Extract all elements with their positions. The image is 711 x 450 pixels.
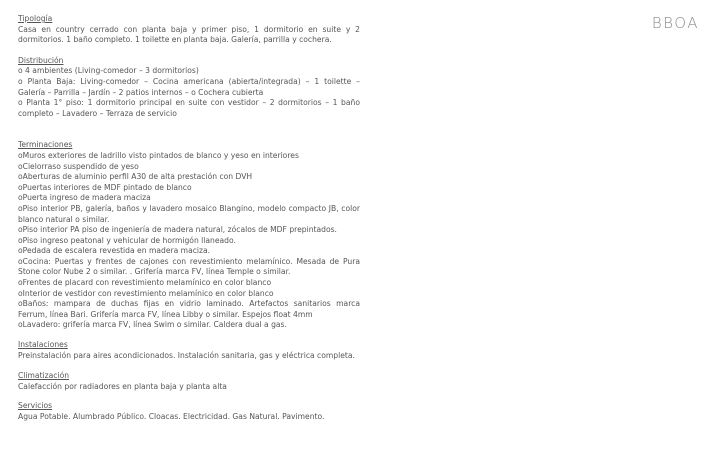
list-item: oPiso ingreso peatonal y vehicular de hormigón llaneado. (18, 235, 236, 245)
list-item: o 4 ambientes (Living-comedor – 3 dormitorios) (18, 66, 199, 76)
list-item: oPiso interior PB, galería, baños y lavadero mosaico Blangino, modelo compacto JB, color blanco natural o similar. (18, 203, 360, 224)
heading-tipologia: Tipología (18, 14, 53, 23)
list-item: oLavadero: grifería marca FV, línea Swim o similar. Caldera dual a gas. (18, 320, 287, 330)
list-item: oBaños: mampara de duchas fijas en vidrio laminado. Artefactos sanitarios marca Ferrum, línea Bari. Grifería marca FV, línea Libby o similar. Espejos float 4mm (18, 299, 360, 319)
heading-distribucion: Distribución (18, 55, 64, 65)
list-item: oCielorraso suspendido de yeso (18, 161, 139, 171)
list-item: oFrentes de placard con revestimiento melamínico en color blanco (18, 278, 272, 288)
heading-instalaciones: Instalaciones (18, 340, 68, 350)
text-servicios: Agua Potable. Alumbrado Público. Cloacas. Electricidad. Gas Natural. Pavimento. (18, 412, 325, 421)
heading-servicios: Servicios (18, 401, 53, 411)
document-content (18, 14, 360, 423)
list-item: o Planta Baja: Living-comedor – Cocina americana (abierta/integrada) – 1 toilette – Galería – Parrilla – Jardín – 2 patios internos – o Cochera cubierta (18, 76, 360, 97)
heading-climatizacion: Climatización (18, 371, 70, 381)
section-terminaciones (18, 140, 360, 331)
text-instalaciones: Preinstalación para aires acondicionados. Instalación sanitaria, gas y eléctrica completa. (18, 350, 355, 360)
section-servicios (18, 401, 360, 422)
list-item: oPuertas interiores de MDF pintado de blanco (18, 182, 192, 192)
list-terminaciones (18, 151, 360, 331)
section-tipologia (18, 14, 360, 46)
list-item: oPuerta ingreso de madera maciza (18, 193, 151, 203)
list-item: oPedada de escalera revestida en madera maciza. (18, 246, 211, 256)
text-tipologia: Casa en country cerrado con planta baja y primer piso, 1 dormitorio en suite y 2 dormitorios. 1 baño completo. 1 toilette en planta baja. Galería, parrilla y cochera. (18, 24, 360, 45)
list-item: oAberturas de aluminio perfil A30 de alta prestación con DVH (18, 172, 253, 182)
list-item: oPiso interior PA piso de ingeniería de madera natural, zócalos de MDF prepintados. (18, 225, 337, 235)
list-item: oCocina: Puertas y frentes de cajones con revestimiento melamínico. Mesada de Pura Stone color Nube 2 o similar. . Grifería marca FV, línea Temple o similar. (18, 256, 360, 277)
list-distribucion (18, 66, 360, 119)
section-distribucion (18, 56, 360, 120)
list-item: oInterior de vestidor con revestimiento melamínico en color blanco (18, 288, 274, 298)
list-item: o Planta 1° piso: 1 dormitorio principal en suite con vestidor – 2 dormitorios – 1 baño completo – Lavadero – Terraza de servicio (18, 98, 360, 118)
heading-terminaciones: Terminaciones (18, 140, 73, 150)
brand-logo: BBOA (651, 14, 699, 32)
section-climatizacion (18, 371, 360, 392)
list-item: oMuros exteriores de ladrillo visto pintados de blanco y yeso en interiores (18, 150, 299, 160)
text-climatizacion: Calefacción por radiadores en planta baja y planta alta (18, 381, 227, 391)
section-instalaciones (18, 340, 360, 361)
